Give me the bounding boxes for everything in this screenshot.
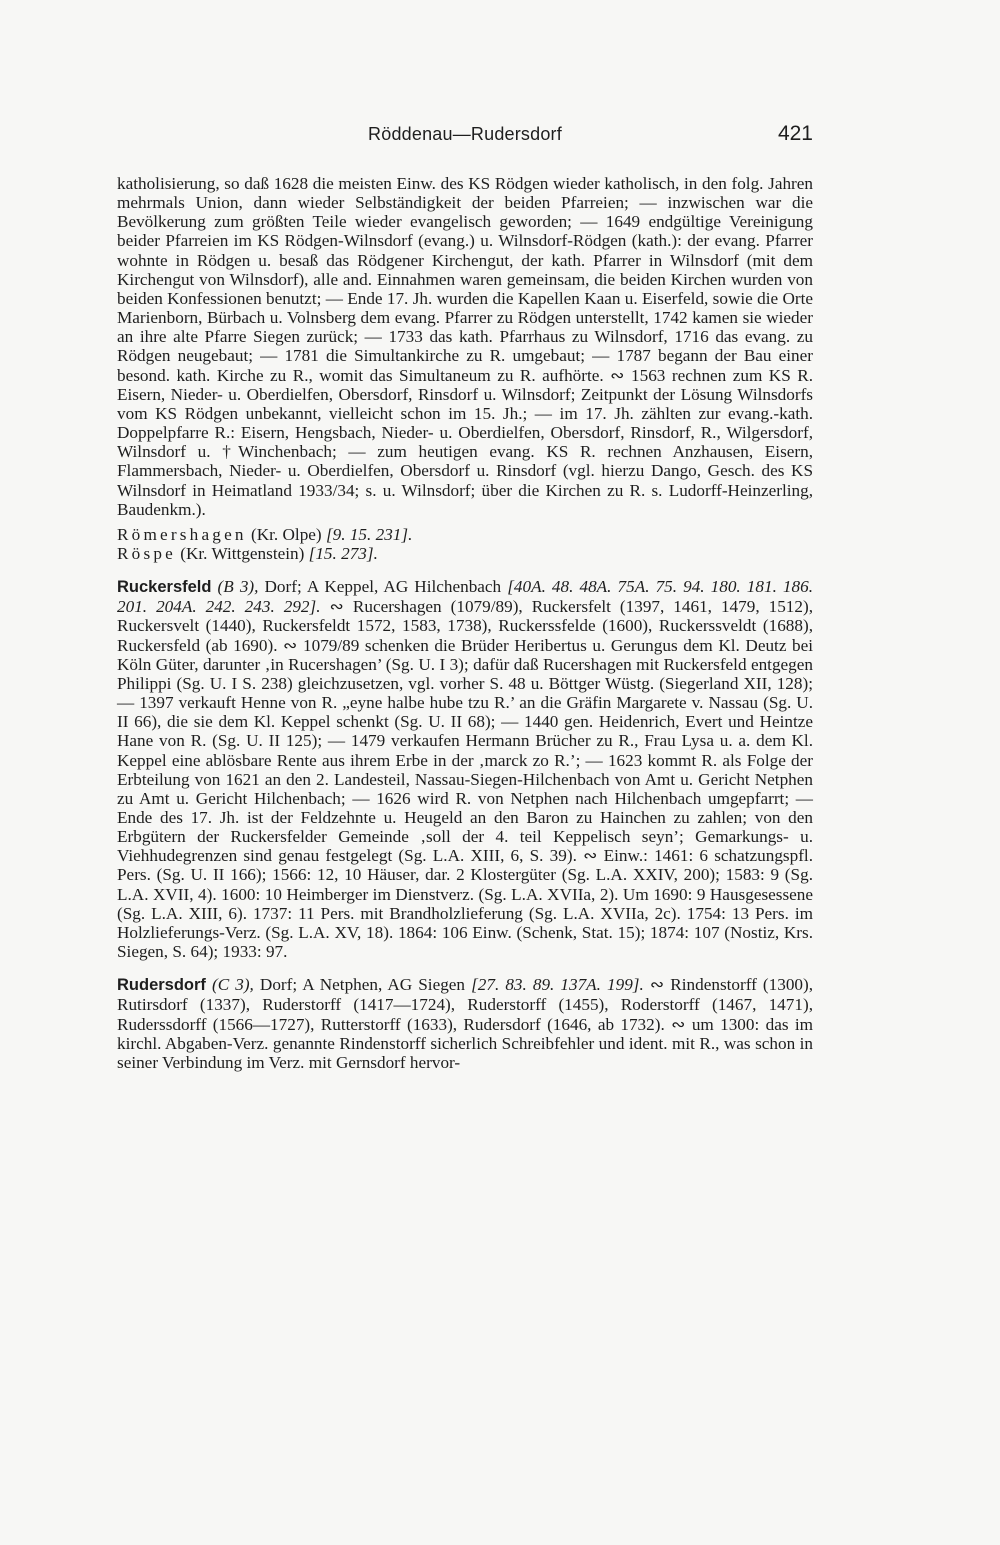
entry-refs: [15. 273]. <box>308 543 378 563</box>
entry-coord: (C 3), <box>211 975 254 995</box>
entry-ruckersfeld <box>117 577 813 961</box>
entry-refs: [40A. 48. 48A. 75A. 75. 94. 180. 181. 186. 201. 204A. 242. 243. 292]. <box>117 577 814 617</box>
entry-body: ∾ Rindenstorff (1300), Rutirsdorf (1337), Ruderstorff (1417—1724), Ruderstorff (1455), Roderstorff (1467, 1471), Ruderssdorff (1566—1727), Rutterstorff (1633), Rudersdorf (1646, ab 1732). ∾ um 1300: das im kirchl. Abgaben-Verz. genannte Rindenstorff sicherlich Schreibfehler und ident. mit R., was schon in seiner Verbindung im Verz. mit Gernsdorf hervor- <box>117 975 814 1072</box>
intro-paragraph: katholisierung, so daß 1628 die meisten Einw. des KS Rödgen wieder katholisch, in den folg. Jahren mehrmals Union, dann wieder Selbständigkeit der beiden Pfarreien; — inzwischen war die Bevölkerung zum größten Teile wieder evangelisch geworden; — 1649 endgültige Vereinigung beider Pfarreien im KS Rödgen-Wilnsdorf (evang.) u. Wilnsdorf-Rödgen (kath.): der evang. Pfarrer wohnte in Rödgen u. besaß das Rödgener Kirchengut, der kath. Pfarrer in Wilnsdorf (mit dem Kirchengut von Wilnsdorf), alle and. Einnahmen waren gemeinsam, die beiden Kirchen wurden von beiden Konfessionen benutzt; — Ende 17. Jh. wurden die Kapellen Kaan u. Eiserfeld, sowie die Orte Marienborn, Bürbach u. Volnsberg dem evang. Pfarrer zu Rödgen unterstellt, 1742 kamen sie wieder an ihre alte Pfarre Siegen zurück; — 1733 das kath. Pfarrhaus zu Wilnsdorf, 1716 das evang. zu Rödgen neugebaut; — 1781 die Simultankirche zu R. umgebaut; — 1787 begann der Bau einer besond. kath. Kirche zu R., womit das Simultaneum zu R. aufhörte. ∾ 1563 rechnen zum KS R. Eisern, Nieder- u. Oberdielfen, Obersdorf, Rinsdorf u. Wilnsdorf; Zeitpunkt der Lösung Wilnsdorfs vom KS Rödgen unbekannt, vielleicht schon im 15. Jh.; — im 17. Jh. zählten zur evang.-kath. Doppelpfarre R.: Eisern, Hengsbach, Nieder- u. Oberdielfen, Obersdorf, Rinsdorf, R., Wilgersdorf, Wilnsdorf u. †Winchenbach; — zum heutigen evang. KS R. rechnen Anzhausen, Eisern, Flammersbach, Nieder- u. Oberdielfen, Obersdorf u. Rinsdorf (vgl. hierzu Dango, Gesch. des KS Wilnsdorf in Heimatland 1933/34; s. u. Wilnsdorf; über die Kirchen zu R. s. Ludorff-Heinzerling, Baudenkm.). <box>117 174 813 519</box>
entry-lead: Dorf; A Netphen, AG Siegen <box>259 975 466 995</box>
page-number: 421 <box>777 122 813 145</box>
entry-district: (Kr. Wittgenstein) <box>180 543 305 563</box>
body-text <box>117 174 813 1072</box>
entry-roemershagen <box>117 525 813 544</box>
entry-district: (Kr. Olpe) <box>251 524 322 544</box>
entry-heading: Rudersdorf <box>117 976 206 995</box>
running-title: Röddenau—Rudersdorf <box>368 124 562 144</box>
entry-name: Röspe <box>117 543 176 563</box>
entry-coord: (B 3), <box>217 577 259 597</box>
entry-lead: Dorf; A Keppel, AG Hilchenbach <box>264 577 502 597</box>
entry-refs: [9. 15. 231]. <box>325 524 413 544</box>
entry-rudersdorf <box>117 975 813 1072</box>
entry-body: ∾ Rucershagen (1079/89), Ruckersfelt (1397, 1461, 1479, 1512), Ruckersvelt (1440), Ruckersfeldt 1572, 1583, 1738), Ruckerssfelde (1600), Ruckerssveldt (1688), Ruckersfeld (ab 1690). ∾ 1079/89 schenken die Brüder Heribertus u. Gerungus dem Kl. Deutz bei Köln Güter, darunter ‚in Rucershagen’ (Sg. U. I 3); dafür daß Rucershagen mit Ruckersfeld entgegen Philippi (Sg. U. I S. 238) gleichzusetzen, vgl. vorher S. 48 u. Böttger Wüstg. (Siegerland XII, 128); — 1397 verkauft Henne von R. „eyne halbe hube tzu R.’ an die Gräfin Margarete v. Nassau (Sg. U. II 66), die sie dem Kl. Keppel schenkt (Sg. U. II 68); — 1440 gen. Heidenrich, Evert und Heintze Hane von R. (Sg. U. II 125); — 1479 verkaufen Hermann Brücher zu R., Frau Lysa u. a. dem Kl. Keppel eine ablösbare Rente aus ihrem Erbe in der ‚marck zo R.’; — 1623 kommt R. als Folge der Erbteilung von 1621 an den 2. Landesteil, Nassau-Siegen-Hilchenbach von Amt u. Gericht Netphen zu Amt u. Gericht Hilchenbach; — 1626 wird R. von Netphen nach Hilchenbach umgepfarrt; — Ende des 17. Jh. ist der Feldzehnte u. Heugeld an den Baron zu Hainchen zu zahlen; von den Erbgütern der Ruckersfelder Gemeinde ‚soll der 4. teil Keppelisch seyn’; Gemarkungs- u. Viehhudegrenzen sind genau festgelegt (Sg. L.A. XIII, 6, S. 39). ∾ Einw.: 1461: 6 schatzungspfl. Pers. (Sg. U. II 166); 1566: 12, 10 Häuser, dar. 2 Klostergüter (Sg. L.A. XXIV, 200); 1583: 9 (Sg. L.A. XVII, 4). 1600: 10 Heimberger im Dienstverz. (Sg. L.A. XVIIa, 2). Um 1690: 9 Hausgesessene (Sg. L.A. XIII, 6). 1737: 11 Pers. mit Brandholzlieferung (Sg. L.A. XVIIa, 2c). 1754: 13 Pers. im Holzlieferungs-Verz. (Sg. L.A. XV, 18). 1864: 106 Einw. (Schenk, Stat. 15); 1874: 107 (Nostiz, Krs. Siegen, S. 64); 1933: 97. <box>117 597 813 962</box>
page-header <box>117 124 813 154</box>
entry-name: Römershagen <box>117 524 247 544</box>
entry-heading: Ruckersfeld <box>117 578 212 597</box>
entry-roespe <box>117 544 813 563</box>
entry-refs: [27. 83. 89. 137A. 199]. <box>471 975 644 995</box>
